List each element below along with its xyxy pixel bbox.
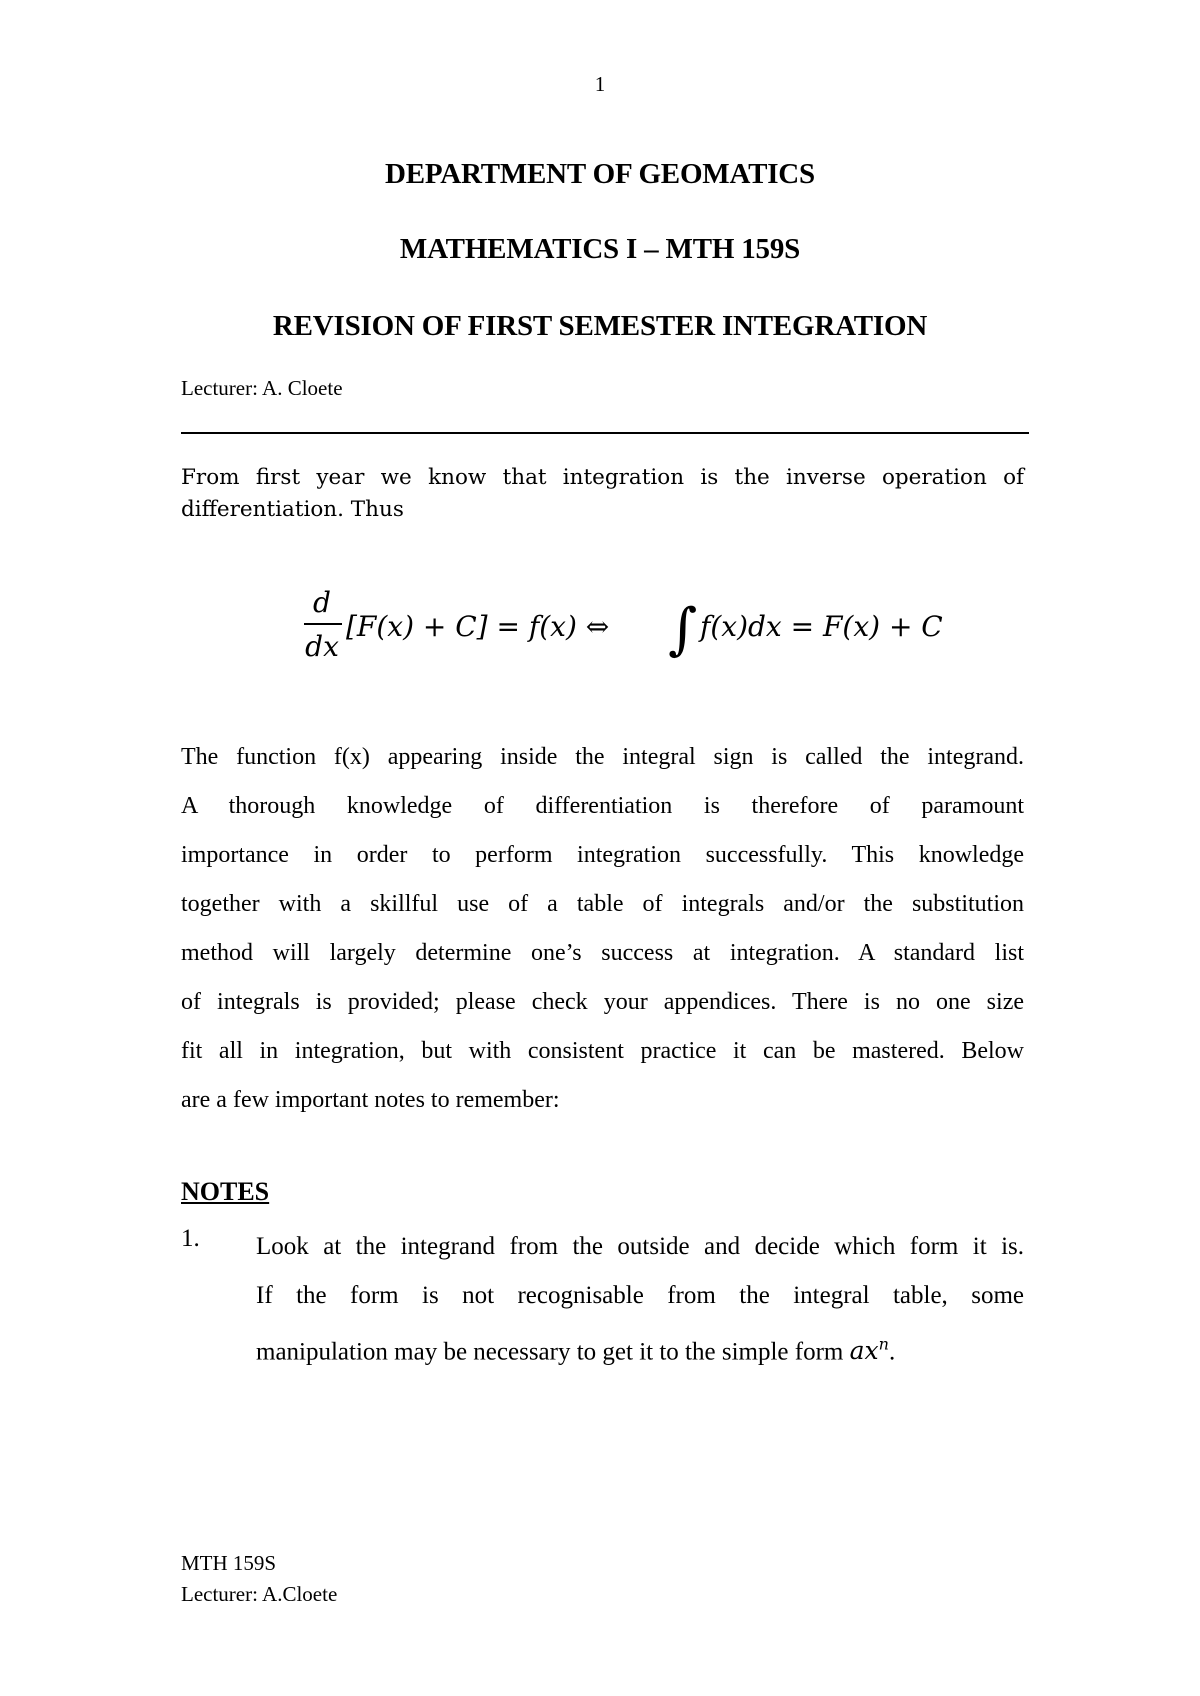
lecturer-line: Lecturer: A. Cloete xyxy=(181,376,343,400)
paragraph-line: The function f(x) appearing inside the integral sign is called the integrand. xyxy=(181,744,1024,770)
paragraph-line: fit all in integration, but with consistent practice it can be mastered. Below xyxy=(181,1038,1024,1064)
footer-lecturer: Lecturer: A.Cloete xyxy=(181,1582,338,1606)
integration-formula xyxy=(300,582,1000,682)
note-end-punct: . xyxy=(888,1338,896,1366)
formula-lhs: [F(x) + C] = f(x) ⇔ xyxy=(346,610,610,643)
paragraph-line: together with a skillful use of a table of integrals and/or the substitution xyxy=(181,891,1024,917)
paragraph-line: of integrals is provided; please check your appendices. There is no one size xyxy=(181,989,1024,1015)
paragraph-line: A thorough knowledge of differentiation is therefore of paramount xyxy=(181,793,1024,819)
note-line: Look at the integrand from the outside and decide which form it is. xyxy=(256,1233,1024,1260)
topic-heading: REVISION OF FIRST SEMESTER INTEGRATION xyxy=(272,310,928,342)
page-number: 1 xyxy=(594,72,606,96)
note-math-exponent: n xyxy=(878,1335,889,1354)
horizontal-rule xyxy=(181,432,1029,434)
note-line: If the form is not recognisable from the integral table, some xyxy=(256,1282,1024,1309)
paragraph-line: importance in order to perform integration successfully. This knowledge xyxy=(181,842,1024,868)
formula-rhs: f(x)dx = F(x) + C xyxy=(700,610,943,643)
note-line-text: manipulation may be necessary to get it to the simple form xyxy=(256,1338,844,1366)
department-heading: DEPARTMENT OF GEOMATICS xyxy=(385,158,815,190)
integral-sign: ∫ xyxy=(668,597,698,662)
intro-paragraph: From first year we know that integration is the inverse operation of differentiation. Thus xyxy=(181,465,1024,522)
body-paragraph xyxy=(181,733,1024,1125)
note-line-last xyxy=(256,1320,1024,1369)
note-number: 1. xyxy=(181,1225,200,1252)
course-heading: MATHEMATICS I – MTH 159S xyxy=(399,233,801,265)
footer-course: MTH 159S xyxy=(181,1551,277,1575)
paragraph-line: method will largely determine one’s success at integration. A standard list xyxy=(181,940,1024,966)
notes-title: NOTES xyxy=(181,1177,270,1206)
note-body xyxy=(256,1222,1024,1369)
formula-d: d xyxy=(313,586,331,619)
formula-svg xyxy=(300,582,1000,682)
formula-dx: dx xyxy=(305,630,339,663)
note-math xyxy=(850,1336,889,1365)
paragraph-line: are a few important notes to remember: xyxy=(181,1087,560,1113)
note-math-base: ax xyxy=(849,1336,879,1366)
